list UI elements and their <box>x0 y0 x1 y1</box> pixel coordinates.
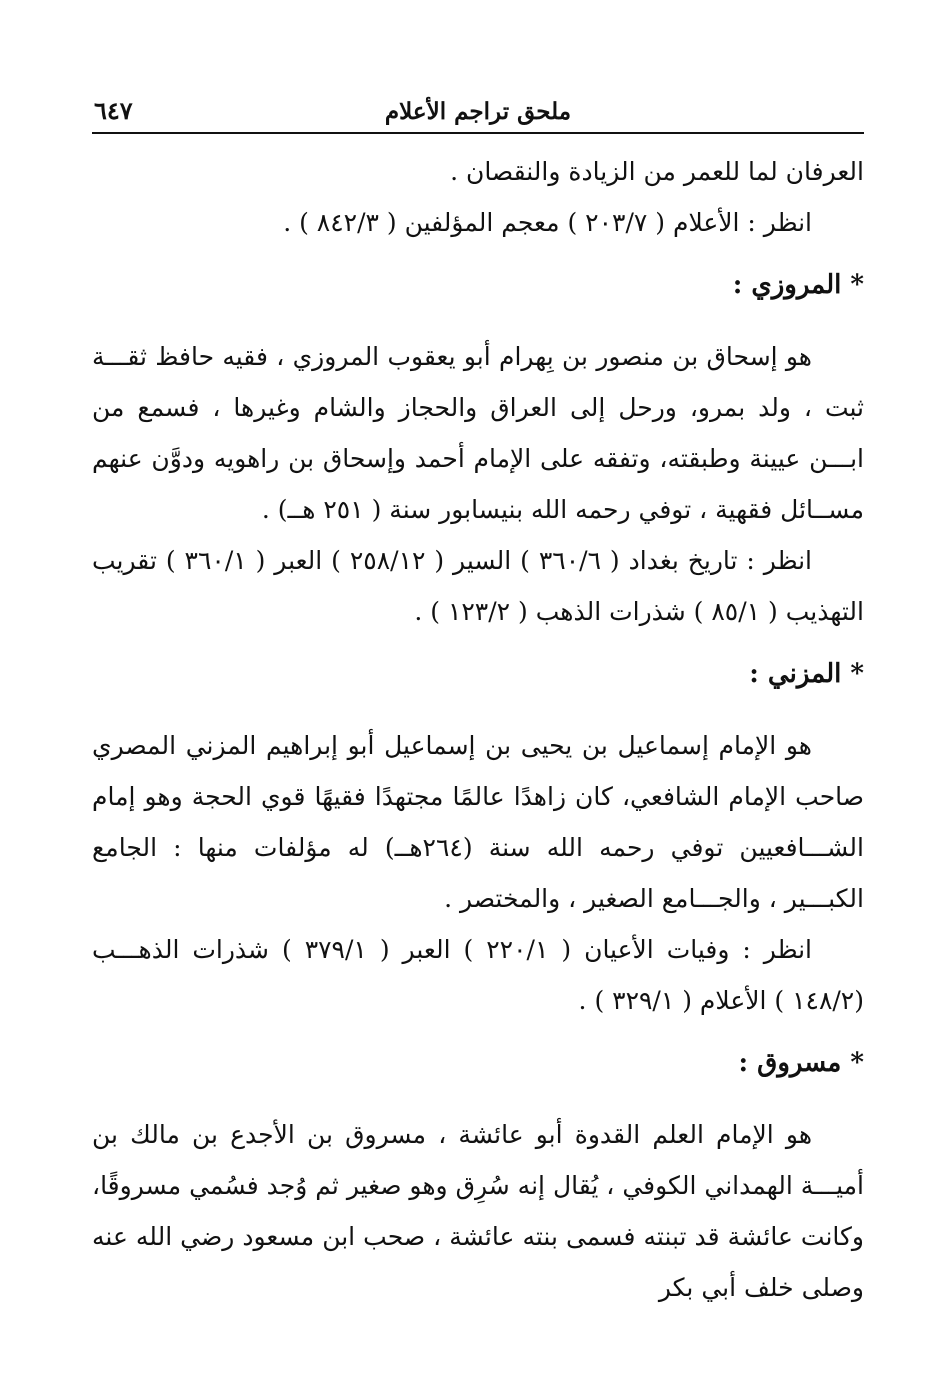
continued-paragraph: العرفان لما للعمر من الزيادة والنقصان . <box>450 157 864 186</box>
entry-bio-masruq: هو الإمام العلم القدوة أبو عائشة ، مسروق بن الأجدع بن مالك بن أميـــة الهمداني الكوفي ، يُقال إنه سُرِق وهو صغير ثم وُجد فسُمي مسروقًا، وكانت عائشة قد تبنته فسمى بنته عائشة ، صحب ابن مسعود رضي الله عنه وصلى خلف أبي بكر <box>92 1120 864 1302</box>
entry-heading-masruq: * مسروق : <box>738 1048 864 1078</box>
entry-refs-muzani: انظر : وفيات الأعيان ( ٢٢٠/١ ) العبر ( ٣٧٩/١ ) شذرات الذهـــب (١٤٨/٢ ) الأعلام ( ٣٢٩/١ ) . <box>92 935 864 1015</box>
entry-heading-muzani: * المزني : <box>749 659 864 689</box>
entry-bio-muzani: هو الإمام إسماعيل بن يحيى بن إسماعيل أبو إبراهيم المزني المصري صاحب الإمام الشافعي، كان زاهدًا عالمًا مجتهدًا فقيهًا قوي الحجة وهو إمام الشـــافعيين توفي رحمه الله سنة (٢٦٤هــ) له مؤلفات منها : الجامع الكبـــير ، والجـــامع الصغير ، والمختصر . <box>92 731 864 913</box>
page-header <box>92 92 864 134</box>
running-title: ملحق تراجم الأعلام <box>384 98 572 125</box>
page-body <box>92 146 864 1313</box>
entry-heading-marwazi: * المروزي : <box>732 270 864 300</box>
entry-refs-marwazi: انظر : تاريخ بغداد ( ٣٦٠/٦ ) السير ( ٢٥٨/١٢ ) العبر ( ٣٦٠/١ ) تقريب التهذيب ( ٨٥/١ ) شذرات الذهب ( ١٢٣/٢ ) . <box>92 546 864 626</box>
page-number: ٦٤٧ <box>94 96 133 125</box>
references-line: انظر : الأعلام ( ٢٠٣/٧ ) معجم المؤلفين ( ٨٤٢/٣ ) . <box>283 208 812 237</box>
entry-bio-marwazi: هو إسحاق بن منصور بن بِهرام أبو يعقوب المروزي ، فقيه حافظ ثقـــة ثبت ، ولد بمرو، ورحل إلى العراق والحجاز والشام وغيرها ، فسمع من ابـــن عيينة وطبقته، وتفقه على الإمام أحمد وإسحاق بن راهويه ودوَّن عنهم مســائل فقهية ، توفي رحمه الله بنيسابور سنة ( ٢٥١ هــ) . <box>92 342 864 524</box>
